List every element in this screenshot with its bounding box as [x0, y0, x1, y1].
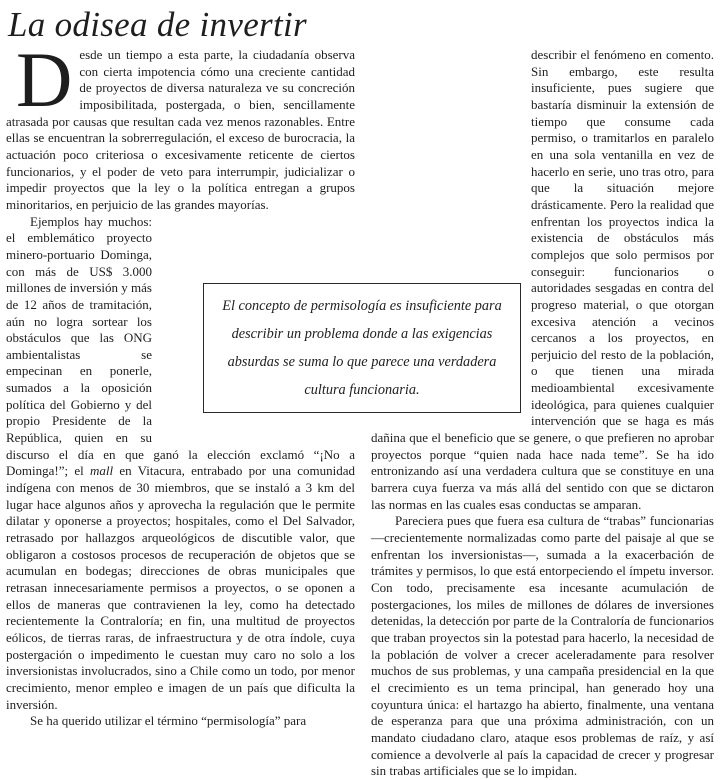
pull-quote-text: El concepto de permisología es insuficiente para describir un problema donde a las exigencias absurdas se suma lo que parece una verdadera cultura funcionaria.	[222, 298, 502, 398]
paragraph-permisologia: Se ha querido utilizar el término “permisología” para	[30, 713, 307, 729]
article-right-column	[371, 47, 714, 780]
paragraph-culture: Pareciera pues que fuera esa cultura de “trabas” funcionarias —crecientemente normalizadas como parte del paisaje al que se enfrentan los inversionistas—, sumada a la exacerbación de trámites y permisos, lo que está entorpeciendo el ímpetu inversor. Con todo, precisamente esa incesante acumulación de postergaciones, los miles de millones de dólares de inversiones detenidas, la detección por parte de la Contraloría de funcionarios que traban proyectos sin la potestad para hacerlo, la necesidad de la población de volver a crecer aceleradamente para resolver muchos de sus problemas, y una campaña presidencial en la que el crecimiento es un tema principal, han generado hoy una coyuntura única: el hartazgo ha abierto, finalmente, una ventana de esperanza para que una próxima administración, con un mandato ciudadano claro, ataque esos problemas de raíz, y así comience a devolverle al país la capacidad de crecer y progresar sin trabas artificiales que se lo impidan.	[371, 513, 714, 779]
drop-cap: D	[16, 36, 73, 123]
paragraph-intro-text: esde un tiempo a esta parte, la ciudadanía observa con cierta impotencia cómo una creciente cantidad de proyectos de diversa naturaleza ve su concreción imposibilitada, postergada, o bien, sencillamente atrasada por causas que resultan cada vez menos razonables. Entre ellas se encuentran la sobrerregulación, el exceso de burocracia, la actuación poco criteriosa o excesivamente reticente de ciertos funcionarios, y el poder de veto para interrumpir, judicializar o impedir proyectos que la ley o la política entregan a grupos minoritarios, en perjuicio de las grandes mayorías.	[6, 47, 355, 212]
mall-italic: mall	[90, 463, 114, 479]
paragraph-describe	[371, 47, 714, 513]
paragraph-examples-text-b: en Vitacura, entrabado por una comunidad indígena con menos de 30 miembros, que se instaló a 3 km del lugar hace algunos años y aprovecha la regulación que le permite dilatar y oponerse a proyectos; hospitales, como el Del Salvador, retrasado por hallazgos arqueológicos de discutible valor, que obligaron a costosos procesos de recuperación de objetos que se acumulan en bodegas; direcciones de obras municipales que retrasan innecesariamente permisos a proyectos, o se oponen a ellos de maneras que contravienen la ley, como ha detectado recientemente la Contraloría; en fin, una multitud de proyectos eólicos, de tierras raras, de infraestructura y de otra índole, cuya postergación o impedimento le cuestan muy caro no solo a los inversionistas involucrados, sino a Chile como un todo, por menor crecimiento, menor empleo e imagen de un país que dificulta la inversión.	[6, 463, 356, 712]
paragraph-describe-text: describir el fenómeno en comento. Sin embargo, este resulta insuficiente, pues sugiere que bastaría disminuir la extensión de tiempo que consume cada permiso, o tramitarlos en paralelo en una sola ventanilla en vez de hacerlo en serie, uno tras otro, para que la situación mejore drásticamente. Pero la realidad que enfrentan los proyectos indica la existencia de obstáculos más complejos que solo permisos por conseguir: funcionarios o autoridades sesgadas en contra del progreso material, o que otorgan excesiva atención a vecinos cercanos a los proyectos, en perjuicio del resto de la población, o que tienen una mirada medioambiental excesivamente ideológica, para quienes cualquier intervención que se haga es más dañina que el beneficio que se genere, o que prefieren no aprobar proyectos porque “quien nada hace nada teme”. Se ha ido entronizando así una verdadera cultura que se constituye en una barrera cuya fuerza va más allá del sentido con que se dictaron las normas en las cuales esas conductas se amparan.	[371, 47, 714, 512]
pull-quote	[203, 283, 521, 413]
article-title: La odisea de invertir	[8, 5, 307, 44]
paragraph-intro	[6, 36, 355, 214]
paragraph-examples-text-a: Ejemplos hay muchos: el emblemático proyecto minero-portuario Dominga, con más de US$ 3.000 millones de inversión y más de 12 años de tramitación, aún no logra sortear los obstáculos que las ONG ambientalistas se empecinan en ponerle, sumados a la oposición política del Gobierno y del propio Presidente de la República, quien en su discurso el día en que ganó la elección exclamó “¡No a Dominga!”; el	[6, 213, 355, 479]
